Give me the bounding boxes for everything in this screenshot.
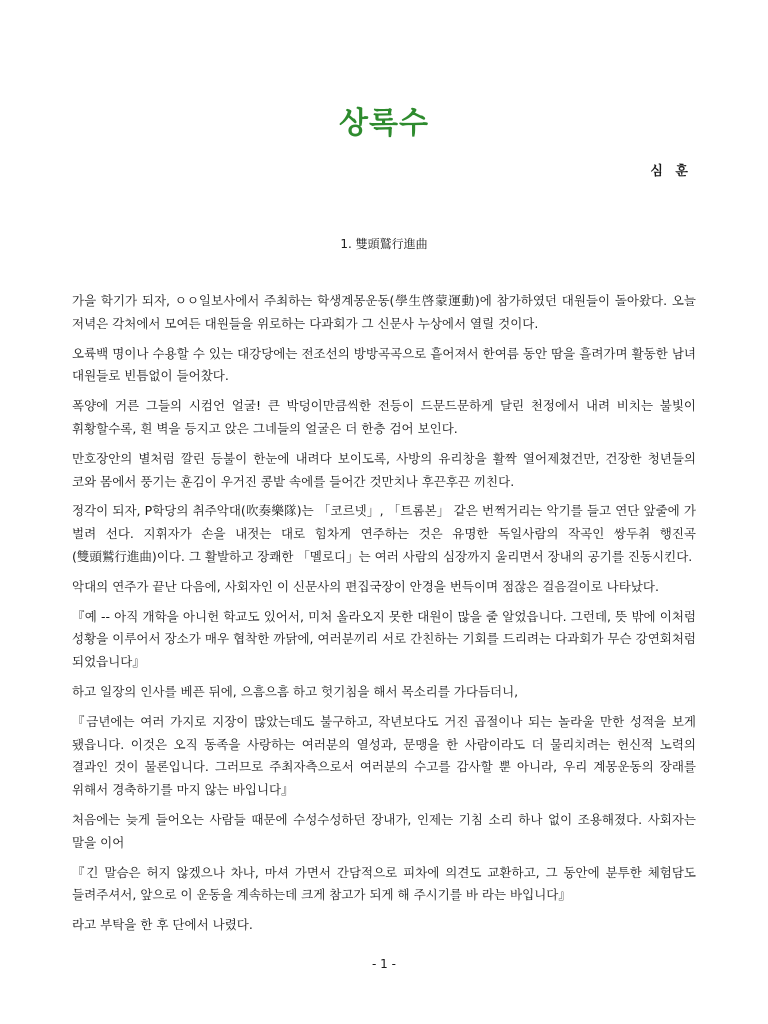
paragraph: 『긴 말슴은 허지 않겠으나 차나, 마셔 가면서 간담적으로 피차에 의견도 교환하고, 그 동안에 분투한 체험담도 들려주셔서, 앞으로 이 운동을 계속하는데 크게 참고가 되게 해 주시기를 바 라는 바입니다』: [72, 864, 696, 903]
paragraph: 가을 학기가 되자, ㅇㅇ일보사에서 주최하는 학생계몽운동(學生啓蒙運動)에 참가하였던 대원들이 돌아왔다. 오늘 저녁은 각처에서 모여든 대원들을 위로하는 다과회가 그 신문사 누상에서 열릴 것이다.: [72, 293, 696, 331]
paragraph: 만호장안의 별처럼 깔린 등불이 한눈에 내려다 보이도록, 사방의 유리창을 활짝 열어제쳤건만, 건장한 청년들의 코와 몸에서 풍기는 훈김이 우거진 콩밭 속에를 들어간 것만치나 후끈후끈 끼친다.: [72, 450, 696, 489]
author-name: 심 훈: [650, 164, 692, 179]
page-number: - 1 -: [372, 957, 396, 971]
paragraph: 『금년에는 여러 가지로 지장이 많았는데도 불구하고, 작년보다도 거진 곱절이나 되는 놀라울 만한 성적을 보게 됐읍니다. 이것은 오직 동족을 사랑하는 여러분의 열성과, 문맹을 한 사람이라도 더 물리치려는 헌신적 노력의 결과인 것이 물론입니다. 그러므로 주최자측으로서 여러분의 수고를 감사할 뿐 아니라, 우리 계몽운동의 장래를 위해서 경축하기를 마지 않는 바입니다』: [72, 713, 696, 798]
chapter-heading: 1. 雙頭鷲行進曲: [340, 237, 428, 251]
paragraph: 오륙백 명이나 수용할 수 있는 대강당에는 전조선의 방방곡곡으로 흩어져서 한여름 동안 땀을 흘려가며 활동한 남녀 대원들로 빈틈없이 들어찼다.: [72, 345, 696, 384]
paragraph: 『예 -- 아직 개학을 아니헌 학교도 있어서, 미처 올라오지 못한 대원이 많을 줄 알었읍니다. 그런데, 뜻 밖에 이처럼 성황을 이루어서 장소가 매우 협착한 까닭에, 여러분끼리 서로 간친하는 기회를 드리려는 다과회가 무슨 강연회처럼 되었읍니다』: [72, 608, 696, 670]
paragraph: 폭양에 거른 그들의 시컴언 얼굴! 큰 박덩이만큼씩한 전등이 드문드문하게 달린 천정에서 내려 비치는 불빛이 휘황할수록, 흰 벽을 등지고 앉은 그네들의 얼굴은 더 한층 검어 보인다.: [72, 398, 696, 436]
paragraph: 악대의 연주가 끝난 다음에, 사회자인 이 신문사의 편집국장이 안경을 번득이며 점잖은 걸음걸이로 나타났다.: [72, 578, 659, 594]
body-text: [72, 290, 696, 944]
paragraph: 정각이 되자, P학당의 취주악대(吹奏樂隊)는 「코르넷」, 「트롬본」 같은 번쩍거리는 악기를 들고 연단 앞줄에 가 벌려 선다. 지휘자가 손을 내젓는 대로 힘차게 연주하는 것은 유명한 독일사람의 작곡인 쌍두취 행진곡(雙頭鷲行進曲)이다. 그 활발하고 장쾌한 「멜로디」는 여러 사람의 심장까지 울리면서 장내의 공기를 진동시킨다.: [72, 503, 696, 564]
paragraph: 하고 일장의 인사를 베픈 뒤에, 으흠으흠 하고 헛기침을 해서 목소리를 가다듬더니,: [72, 683, 519, 699]
paragraph: 처음에는 늦게 들어오는 사람들 때문에 수성수성하던 장내가, 인제는 기침 소리 하나 없이 조용해졌다. 사회자는 말을 이어: [72, 811, 696, 850]
paragraph: 라고 부탁을 한 후 단에서 나렸다.: [72, 917, 253, 933]
document-title: 상록수: [339, 106, 429, 141]
